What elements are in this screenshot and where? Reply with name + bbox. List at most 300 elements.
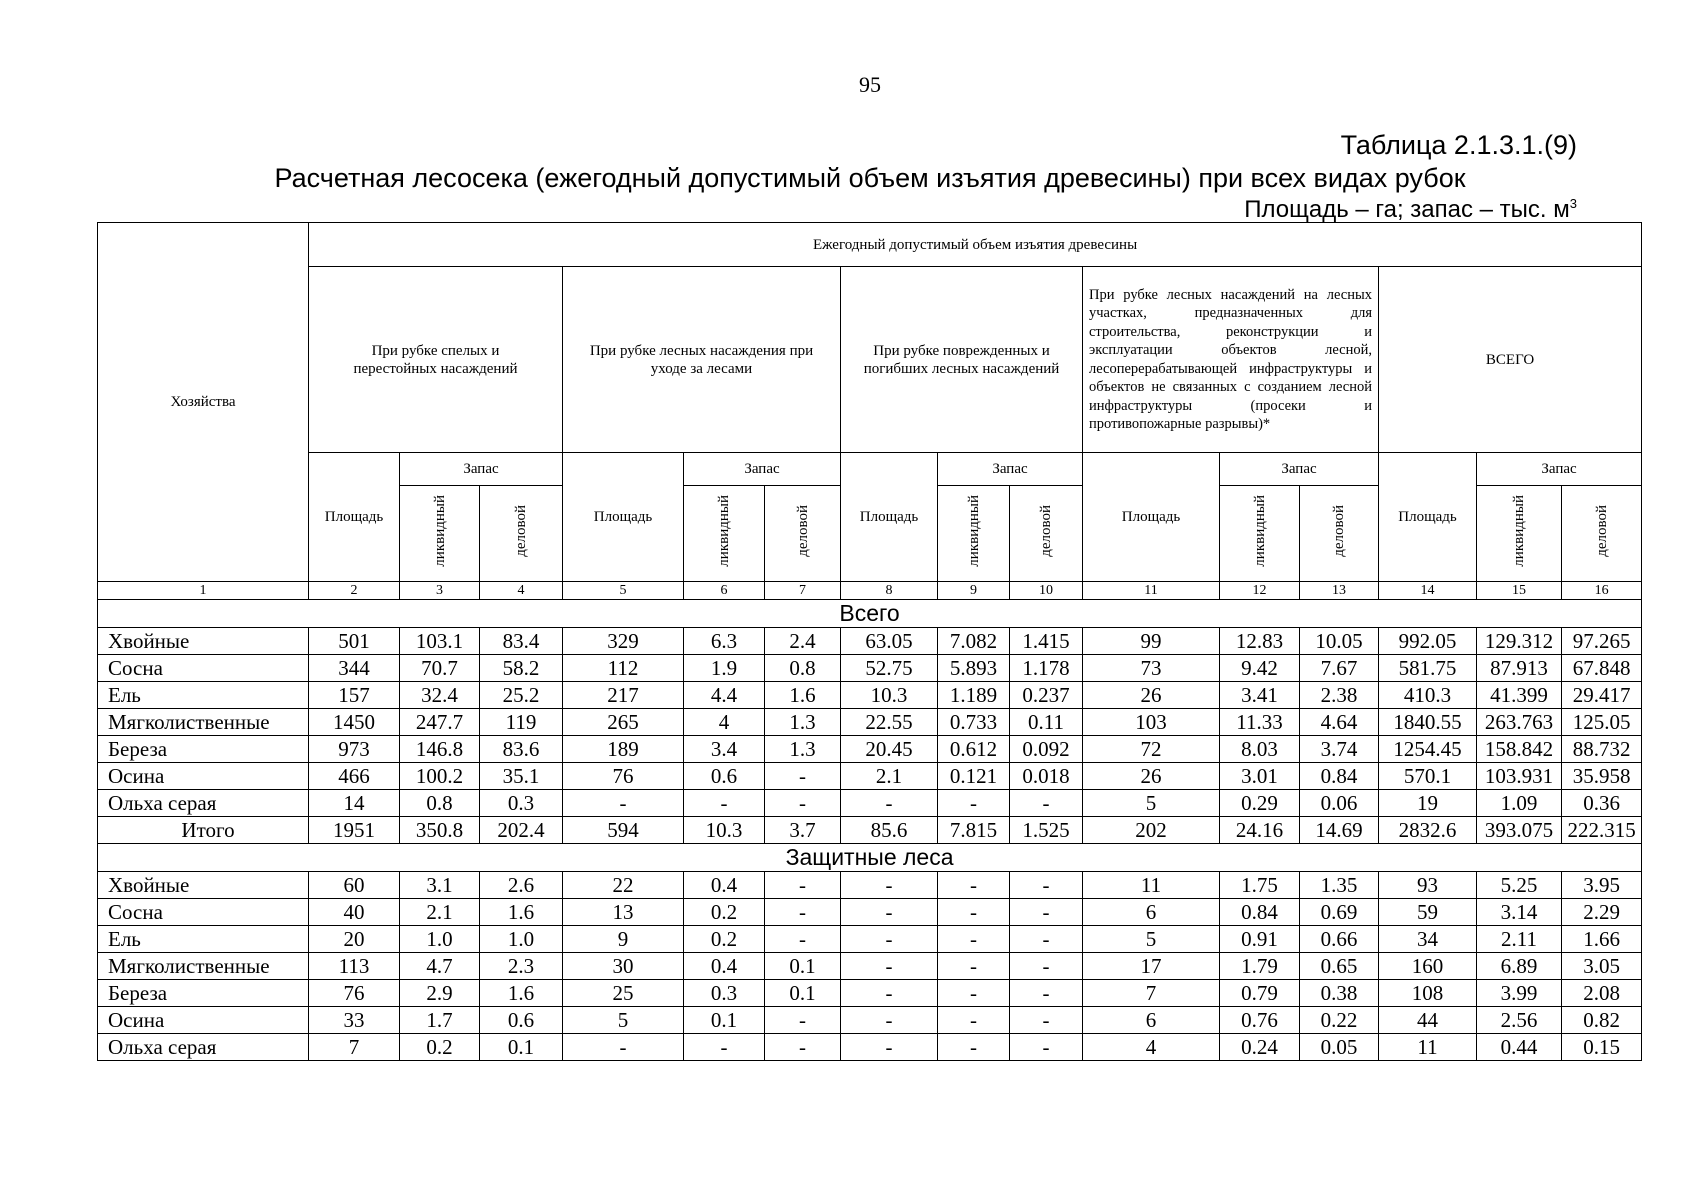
- table-row: [98, 655, 1642, 682]
- table-cell: 3.1: [400, 872, 480, 899]
- table-cell: 0.3: [480, 790, 563, 817]
- table-cell: 0.15: [1562, 1034, 1642, 1061]
- header-stock-0: Запас: [400, 453, 563, 486]
- table-cell: 0.1: [684, 1007, 765, 1034]
- table-header: [98, 223, 1642, 600]
- table-cell: 97.265: [1562, 628, 1642, 655]
- table-cell: 112: [563, 655, 684, 682]
- table-cell: -: [938, 1007, 1010, 1034]
- table-cell: 93: [1379, 872, 1477, 899]
- table-row: [98, 872, 1642, 899]
- header-liquid-1: ликвидный: [684, 486, 765, 582]
- table-cell: 7.815: [938, 817, 1010, 844]
- table-cell: 6.3: [684, 628, 765, 655]
- column-number-5: 5: [563, 582, 684, 600]
- table-cell: 1.3: [765, 736, 841, 763]
- header-liquid-4: ликвидный: [1477, 486, 1562, 582]
- table-cell: 7: [1083, 980, 1220, 1007]
- column-number-15: 15: [1477, 582, 1562, 600]
- table-cell: -: [938, 899, 1010, 926]
- table-cell: 0.2: [684, 926, 765, 953]
- header-area-1: Площадь: [563, 453, 684, 582]
- table-row: [98, 899, 1642, 926]
- table-cell: -: [841, 872, 938, 899]
- table-cell: 189: [563, 736, 684, 763]
- table-cell: 0.05: [1300, 1034, 1379, 1061]
- table-cell: 1.525: [1010, 817, 1083, 844]
- table-cell: 0.092: [1010, 736, 1083, 763]
- table-cell: -: [841, 926, 938, 953]
- table-cell: 6: [1083, 1007, 1220, 1034]
- table-cell: 72: [1083, 736, 1220, 763]
- table-cell: 0.84: [1220, 899, 1300, 926]
- table-cell: 87.913: [1477, 655, 1562, 682]
- table-cell: 3.4: [684, 736, 765, 763]
- section-row: [98, 600, 1642, 628]
- column-numbers-row: [98, 582, 1642, 600]
- row-label: Хвойные: [98, 872, 309, 899]
- table-cell: 103.931: [1477, 763, 1562, 790]
- table-cell: -: [1010, 1007, 1083, 1034]
- table-cell: -: [1010, 953, 1083, 980]
- table-row: [98, 980, 1642, 1007]
- table-cell: 7.67: [1300, 655, 1379, 682]
- table-cell: 1.6: [765, 682, 841, 709]
- table-cell: -: [1010, 1034, 1083, 1061]
- table-cell: 2.3: [480, 953, 563, 980]
- table-cell: 1.66: [1562, 926, 1642, 953]
- table-cell: 67.848: [1562, 655, 1642, 682]
- column-number-8: 8: [841, 582, 938, 600]
- table-cell: 14.69: [1300, 817, 1379, 844]
- table-cell: 10.05: [1300, 628, 1379, 655]
- header-stock-4: Запас: [1477, 453, 1642, 486]
- table-cell: 0.733: [938, 709, 1010, 736]
- table-cell: 222.315: [1562, 817, 1642, 844]
- table-cell: 108: [1379, 980, 1477, 1007]
- section-title: Защитные леса: [98, 844, 1642, 872]
- table-cell: 32.4: [400, 682, 480, 709]
- table-cell: -: [765, 1034, 841, 1061]
- table-cell: 2.6: [480, 872, 563, 899]
- header-group-damaged: При рубке поврежденных и погибших лесных насаждений: [841, 267, 1083, 453]
- table-cell: 0.8: [765, 655, 841, 682]
- table-cell: 1.0: [480, 926, 563, 953]
- table-cell: 992.05: [1379, 628, 1477, 655]
- table-cell: -: [765, 1007, 841, 1034]
- table-cell: 570.1: [1379, 763, 1477, 790]
- table-cell: 85.6: [841, 817, 938, 844]
- row-label: Осина: [98, 1007, 309, 1034]
- table-cell: 3.41: [1220, 682, 1300, 709]
- header-group-total: ВСЕГО: [1379, 267, 1642, 453]
- table-cell: 393.075: [1477, 817, 1562, 844]
- table-cell: 1.75: [1220, 872, 1300, 899]
- table-cell: 113: [309, 953, 400, 980]
- table-cell: 11: [1379, 1034, 1477, 1061]
- table-cell: -: [841, 1007, 938, 1034]
- table-cell: 103: [1083, 709, 1220, 736]
- table-cell: 0.2: [684, 899, 765, 926]
- table-cell: 146.8: [400, 736, 480, 763]
- table-cell: 40: [309, 899, 400, 926]
- table-cell: 0.79: [1220, 980, 1300, 1007]
- header-stock-3: Запас: [1220, 453, 1379, 486]
- table-cell: 0.4: [684, 953, 765, 980]
- table-cell: 157: [309, 682, 400, 709]
- table-cell: 20: [309, 926, 400, 953]
- table-cell: 119: [480, 709, 563, 736]
- table-cell: 129.312: [1477, 628, 1562, 655]
- table-cell: 0.1: [765, 980, 841, 1007]
- header-stock-2: Запас: [938, 453, 1083, 486]
- table-cell: 3.95: [1562, 872, 1642, 899]
- row-label: Береза: [98, 736, 309, 763]
- table-cell: 5: [563, 1007, 684, 1034]
- table-cell: 17: [1083, 953, 1220, 980]
- table-cell: -: [841, 790, 938, 817]
- row-label: Мягколиственные: [98, 953, 309, 980]
- table-cell: 1.6: [480, 980, 563, 1007]
- table-cell: -: [563, 1034, 684, 1061]
- header-area-3: Площадь: [1083, 453, 1220, 582]
- table-cell: 0.4: [684, 872, 765, 899]
- table-row: [98, 817, 1642, 844]
- table-cell: 1951: [309, 817, 400, 844]
- header-business-2: деловой: [1010, 486, 1083, 582]
- table-cell: 29.417: [1562, 682, 1642, 709]
- table-cell: 76: [563, 763, 684, 790]
- header-group-mature: При рубке спелых и перестойных насаждений: [309, 267, 563, 453]
- table-cell: 12.83: [1220, 628, 1300, 655]
- table-row: [98, 709, 1642, 736]
- table-cell: 217: [563, 682, 684, 709]
- table-cell: -: [938, 980, 1010, 1007]
- table-cell: 35.1: [480, 763, 563, 790]
- table-cell: 466: [309, 763, 400, 790]
- header-annual-volume: Ежегодный допустимый объем изъятия древесины: [309, 223, 1642, 267]
- table-label: Таблица 2.1.3.1.(9): [1340, 130, 1577, 160]
- table-cell: 0.65: [1300, 953, 1379, 980]
- table-cell: 1.415: [1010, 628, 1083, 655]
- column-number-16: 16: [1562, 582, 1642, 600]
- table-cell: 11: [1083, 872, 1220, 899]
- table-cell: 70.7: [400, 655, 480, 682]
- table-cell: 0.22: [1300, 1007, 1379, 1034]
- table-cell: 7.082: [938, 628, 1010, 655]
- table-cell: -: [1010, 926, 1083, 953]
- table-cell: 9.42: [1220, 655, 1300, 682]
- table-cell: 0.66: [1300, 926, 1379, 953]
- table-cell: 5.893: [938, 655, 1010, 682]
- table-cell: 1.09: [1477, 790, 1562, 817]
- table-cell: -: [1010, 790, 1083, 817]
- header-business-3: деловой: [1300, 486, 1379, 582]
- table-cell: -: [841, 1034, 938, 1061]
- table-cell: 202.4: [480, 817, 563, 844]
- table-cell: 3.14: [1477, 899, 1562, 926]
- table-cell: 26: [1083, 763, 1220, 790]
- table-cell: 125.05: [1562, 709, 1642, 736]
- table-cell: 2.11: [1477, 926, 1562, 953]
- header-liquid-2: ликвидный: [938, 486, 1010, 582]
- table-cell: 4: [1083, 1034, 1220, 1061]
- row-label: Ель: [98, 682, 309, 709]
- table-cell: 0.76: [1220, 1007, 1300, 1034]
- row-label: Береза: [98, 980, 309, 1007]
- table-cell: -: [938, 926, 1010, 953]
- table-cell: 0.06: [1300, 790, 1379, 817]
- table-cell: 1.6: [480, 899, 563, 926]
- table-cell: 103.1: [400, 628, 480, 655]
- table-cell: 0.1: [480, 1034, 563, 1061]
- table-cell: -: [841, 980, 938, 1007]
- header-area-0: Площадь: [309, 453, 400, 582]
- row-label: Итого: [98, 817, 309, 844]
- table-cell: 4: [684, 709, 765, 736]
- table-cell: 344: [309, 655, 400, 682]
- table-cell: 0.82: [1562, 1007, 1642, 1034]
- table-cell: 2.38: [1300, 682, 1379, 709]
- table-cell: 24.16: [1220, 817, 1300, 844]
- header-group-thinning: При рубке лесных насаждения при уходе за лесами: [563, 267, 841, 453]
- table-row: [98, 1034, 1642, 1061]
- table-row: [98, 1007, 1642, 1034]
- table-cell: 160: [1379, 953, 1477, 980]
- column-number-9: 9: [938, 582, 1010, 600]
- table-row: [98, 628, 1642, 655]
- table-cell: -: [1010, 872, 1083, 899]
- table-cell: 3.99: [1477, 980, 1562, 1007]
- table-cell: 88.732: [1562, 736, 1642, 763]
- table-cell: 3.7: [765, 817, 841, 844]
- table-cell: 2.1: [841, 763, 938, 790]
- table-cell: 10.3: [841, 682, 938, 709]
- table-cell: 6.89: [1477, 953, 1562, 980]
- table-row: [98, 736, 1642, 763]
- header-business-0: деловой: [480, 486, 563, 582]
- table-cell: 83.4: [480, 628, 563, 655]
- header-farms: Хозяйства: [98, 223, 309, 582]
- table-cell: 83.6: [480, 736, 563, 763]
- table-cell: 26: [1083, 682, 1220, 709]
- table-cell: 973: [309, 736, 400, 763]
- table-cell: 202: [1083, 817, 1220, 844]
- table-cell: 44: [1379, 1007, 1477, 1034]
- table-body: [98, 600, 1642, 1061]
- table-cell: 1450: [309, 709, 400, 736]
- units-note: [1244, 196, 1577, 224]
- table-cell: 0.24: [1220, 1034, 1300, 1061]
- table-cell: 501: [309, 628, 400, 655]
- table-cell: 63.05: [841, 628, 938, 655]
- header-business-1: деловой: [765, 486, 841, 582]
- row-label: Ель: [98, 926, 309, 953]
- table-cell: 1.35: [1300, 872, 1379, 899]
- table-cell: 0.29: [1220, 790, 1300, 817]
- units-text: Площадь – га; запас – тыс. м: [1244, 196, 1570, 223]
- table-cell: 10.3: [684, 817, 765, 844]
- row-label: Сосна: [98, 899, 309, 926]
- table-cell: 4.4: [684, 682, 765, 709]
- table-cell: 99: [1083, 628, 1220, 655]
- table-cell: 247.7: [400, 709, 480, 736]
- table-cell: 52.75: [841, 655, 938, 682]
- table-cell: -: [938, 790, 1010, 817]
- table-cell: 1254.45: [1379, 736, 1477, 763]
- table-cell: 6: [1083, 899, 1220, 926]
- table-cell: 0.91: [1220, 926, 1300, 953]
- table-cell: 1.7: [400, 1007, 480, 1034]
- table-cell: 22.55: [841, 709, 938, 736]
- table-cell: 0.237: [1010, 682, 1083, 709]
- header-liquid-0: ликвидный: [400, 486, 480, 582]
- table-cell: 41.399: [1477, 682, 1562, 709]
- table-cell: 13: [563, 899, 684, 926]
- table-cell: 22: [563, 872, 684, 899]
- table-cell: 76: [309, 980, 400, 1007]
- column-number-11: 11: [1083, 582, 1220, 600]
- table-cell: 1.189: [938, 682, 1010, 709]
- column-number-3: 3: [400, 582, 480, 600]
- table-cell: 1.79: [1220, 953, 1300, 980]
- table-cell: 1840.55: [1379, 709, 1477, 736]
- row-label: Сосна: [98, 655, 309, 682]
- table-cell: 3.01: [1220, 763, 1300, 790]
- header-stock-1: Запас: [684, 453, 841, 486]
- table-row: [98, 790, 1642, 817]
- table-cell: 158.842: [1477, 736, 1562, 763]
- table-cell: 1.178: [1010, 655, 1083, 682]
- table-cell: -: [563, 790, 684, 817]
- section-row: [98, 844, 1642, 872]
- column-number-7: 7: [765, 582, 841, 600]
- table-cell: 5.25: [1477, 872, 1562, 899]
- table-cell: 410.3: [1379, 682, 1477, 709]
- document-title: Расчетная лесосека (ежегодный допустимый объем изъятия древесины) при всех видах рубок: [274, 163, 1466, 193]
- table-row: [98, 926, 1642, 953]
- table-cell: 11.33: [1220, 709, 1300, 736]
- table-cell: 3.74: [1300, 736, 1379, 763]
- table-cell: 73: [1083, 655, 1220, 682]
- table-cell: 0.36: [1562, 790, 1642, 817]
- table-cell: -: [765, 872, 841, 899]
- table-cell: 19: [1379, 790, 1477, 817]
- table-cell: 0.69: [1300, 899, 1379, 926]
- header-liquid-3: ликвидный: [1220, 486, 1300, 582]
- table-cell: 2.1: [400, 899, 480, 926]
- table-cell: -: [1010, 899, 1083, 926]
- table-cell: 58.2: [480, 655, 563, 682]
- table-cell: 30: [563, 953, 684, 980]
- units-superscript: 3: [1569, 196, 1577, 211]
- table-cell: 1.9: [684, 655, 765, 682]
- table-cell: 100.2: [400, 763, 480, 790]
- table-row: [98, 682, 1642, 709]
- table-cell: 34: [1379, 926, 1477, 953]
- table-cell: 0.121: [938, 763, 1010, 790]
- row-label: Осина: [98, 763, 309, 790]
- table-cell: 0.44: [1477, 1034, 1562, 1061]
- table-cell: 33: [309, 1007, 400, 1034]
- table-cell: -: [1010, 980, 1083, 1007]
- table-cell: 0.84: [1300, 763, 1379, 790]
- table-cell: 581.75: [1379, 655, 1477, 682]
- table-cell: 329: [563, 628, 684, 655]
- table-cell: 0.018: [1010, 763, 1083, 790]
- header-group-infrastructure: При рубке лесных насаждений на лесных участках, предназначенных для строительства, реконструкции и эксплуатации объектов лесной, лесоперерабатывающей инфраструктуры и объектов не связанных с созданием лесной инфраструктуры (просеки и противопожарные разрывы)*: [1083, 267, 1379, 453]
- table-cell: -: [765, 763, 841, 790]
- table-cell: 59: [1379, 899, 1477, 926]
- table-cell: 594: [563, 817, 684, 844]
- table-cell: -: [765, 926, 841, 953]
- table-cell: 0.8: [400, 790, 480, 817]
- column-number-1: 1: [98, 582, 309, 600]
- table-cell: -: [841, 899, 938, 926]
- table-cell: -: [938, 1034, 1010, 1061]
- table-cell: 1.0: [400, 926, 480, 953]
- table-cell: 25: [563, 980, 684, 1007]
- column-number-6: 6: [684, 582, 765, 600]
- table-cell: 2.08: [1562, 980, 1642, 1007]
- table-cell: 5: [1083, 790, 1220, 817]
- table-cell: 0.3: [684, 980, 765, 1007]
- header-area-2: Площадь: [841, 453, 938, 582]
- table-cell: 35.958: [1562, 763, 1642, 790]
- column-number-4: 4: [480, 582, 563, 600]
- table-cell: -: [765, 790, 841, 817]
- table-cell: 9: [563, 926, 684, 953]
- table-cell: 4.64: [1300, 709, 1379, 736]
- section-title: Всего: [98, 600, 1642, 628]
- table-cell: 2.9: [400, 980, 480, 1007]
- table-cell: 20.45: [841, 736, 938, 763]
- page-number: 95: [859, 72, 881, 97]
- table-cell: 0.6: [480, 1007, 563, 1034]
- table-cell: 2832.6: [1379, 817, 1477, 844]
- column-number-12: 12: [1220, 582, 1300, 600]
- table-cell: -: [684, 790, 765, 817]
- table-cell: 0.6: [684, 763, 765, 790]
- table-cell: 7: [309, 1034, 400, 1061]
- table-cell: -: [841, 953, 938, 980]
- header-business-4: деловой: [1562, 486, 1642, 582]
- table-cell: -: [938, 872, 1010, 899]
- table-cell: 5: [1083, 926, 1220, 953]
- table-cell: -: [684, 1034, 765, 1061]
- table-cell: 60: [309, 872, 400, 899]
- table-cell: 3.05: [1562, 953, 1642, 980]
- table-cell: 0.2: [400, 1034, 480, 1061]
- column-number-14: 14: [1379, 582, 1477, 600]
- table-cell: 0.11: [1010, 709, 1083, 736]
- row-label: Ольха серая: [98, 790, 309, 817]
- table-cell: 0.612: [938, 736, 1010, 763]
- column-number-2: 2: [309, 582, 400, 600]
- table-cell: 0.1: [765, 953, 841, 980]
- row-label: Ольха серая: [98, 1034, 309, 1061]
- table-cell: 1.3: [765, 709, 841, 736]
- table-cell: 2.56: [1477, 1007, 1562, 1034]
- table-row: [98, 763, 1642, 790]
- table-cell: 4.7: [400, 953, 480, 980]
- table-cell: 2.29: [1562, 899, 1642, 926]
- row-label: Мягколиственные: [98, 709, 309, 736]
- column-number-10: 10: [1010, 582, 1083, 600]
- table-cell: 263.763: [1477, 709, 1562, 736]
- allowable-cut-table: [97, 222, 1642, 1061]
- table-cell: -: [765, 899, 841, 926]
